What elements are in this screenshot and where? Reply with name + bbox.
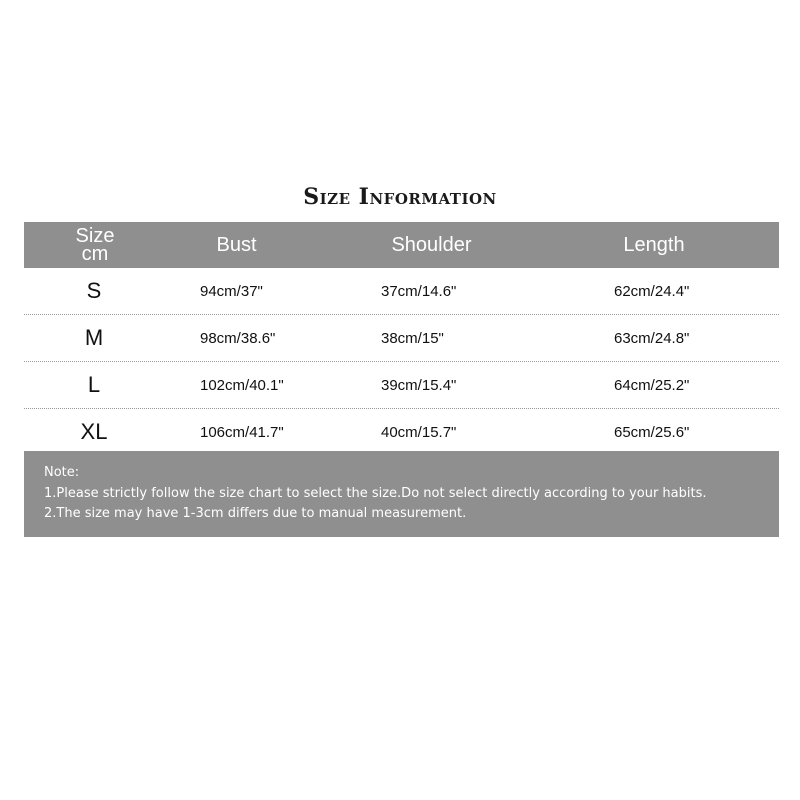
table-header	[24, 222, 779, 268]
bust-cell: 102cm/40.1"	[200, 376, 284, 394]
size-cell: XL	[80, 419, 108, 444]
page-title: Size Information	[303, 184, 497, 210]
bust-cell: 106cm/41.7"	[200, 423, 284, 441]
length-cell: 65cm/25.6"	[614, 423, 690, 441]
table-row	[24, 315, 779, 362]
header-size	[52, 222, 138, 268]
shoulder-cell: 37cm/14.6"	[381, 282, 457, 300]
note-box	[24, 451, 779, 537]
note-heading: Note:	[44, 465, 80, 480]
size-cell: M	[84, 325, 104, 350]
table-row	[24, 409, 779, 455]
header-length: Length	[623, 233, 685, 256]
shoulder-cell: 39cm/15.4"	[381, 376, 457, 394]
shoulder-cell: 38cm/15"	[381, 329, 444, 347]
note-line-1: 1.Please strictly follow the size chart to select the size.Do not select directly according to your habits.	[44, 485, 707, 501]
size-table	[24, 222, 779, 455]
length-cell: 64cm/25.2"	[614, 376, 690, 394]
header-shoulder: Shoulder	[391, 233, 472, 256]
header-size-unit: cm	[81, 243, 109, 265]
note-line-2: 2.The size may have 1-3cm differs due to manual measurement.	[44, 506, 467, 521]
header-bust: Bust	[216, 233, 257, 256]
header-size-label: Size	[75, 225, 115, 247]
length-cell: 63cm/24.8"	[614, 329, 690, 347]
shoulder-cell: 40cm/15.7"	[381, 423, 457, 441]
size-cell: L	[87, 372, 101, 397]
table-row	[24, 362, 779, 409]
bust-cell: 98cm/38.6"	[200, 329, 276, 347]
table-row	[24, 268, 779, 315]
length-cell: 62cm/24.4"	[614, 282, 690, 300]
size-cell: S	[86, 278, 102, 303]
bust-cell: 94cm/37"	[200, 282, 263, 300]
